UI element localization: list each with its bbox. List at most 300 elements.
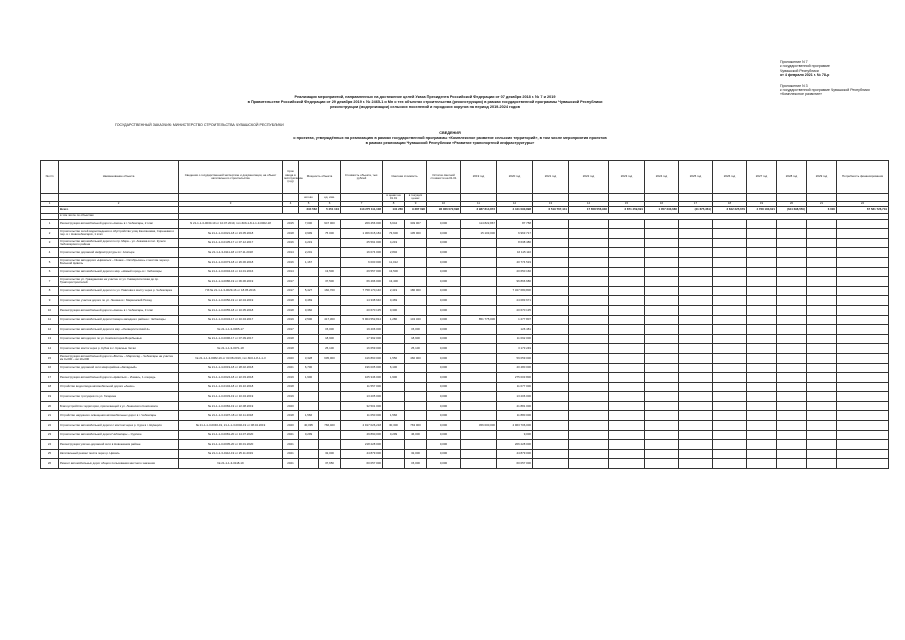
empty-cell bbox=[569, 353, 609, 363]
empty-cell bbox=[807, 325, 837, 335]
commission-year: 2020 bbox=[283, 401, 299, 411]
expertise-doc: № 21-1-1-3-0107-18 от 02.11.2018 bbox=[179, 411, 283, 421]
estimate-current bbox=[405, 363, 427, 373]
approval-line: Приложение N 7 bbox=[780, 60, 808, 64]
header-cell: 2023 год bbox=[609, 161, 645, 194]
commission-year: 2018 bbox=[283, 344, 299, 354]
table-row bbox=[41, 411, 889, 421]
capacity-value bbox=[299, 344, 319, 354]
empty-cell bbox=[837, 286, 889, 296]
estimate-value bbox=[383, 401, 405, 411]
header-cell: 2025 год bbox=[679, 161, 713, 194]
document-title bbox=[200, 131, 700, 145]
capacity-unit-value bbox=[319, 392, 341, 402]
objects-table bbox=[40, 160, 889, 469]
empty-cell bbox=[569, 421, 609, 431]
empty-cell bbox=[747, 449, 777, 459]
empty-cell bbox=[679, 277, 713, 287]
year-value: 40 774 519 bbox=[497, 257, 533, 267]
empty-cell bbox=[837, 411, 889, 421]
object-name: Благоустройство территории, прилегающей к ул. Ленинского Комсомола bbox=[59, 401, 179, 411]
year-value bbox=[461, 257, 497, 267]
estimate-current bbox=[405, 238, 427, 248]
year-value: 20 650 160 bbox=[497, 267, 533, 277]
estimate-current: 15,000 bbox=[405, 459, 427, 469]
year-value: 24 083 671 bbox=[497, 296, 533, 306]
empty-cell bbox=[837, 353, 889, 363]
empty-cell bbox=[679, 421, 713, 431]
empty-cell bbox=[679, 382, 713, 392]
empty-cell bbox=[645, 430, 679, 440]
row-number: 9 bbox=[41, 296, 59, 306]
year-value bbox=[461, 286, 497, 296]
empty-cell bbox=[645, 373, 679, 383]
balance-value: 0,000 bbox=[427, 430, 461, 440]
capacity-unit-value bbox=[319, 411, 341, 421]
empty-cell bbox=[609, 248, 645, 258]
empty-cell bbox=[645, 238, 679, 248]
empty-cell bbox=[807, 286, 837, 296]
empty-cell bbox=[679, 229, 713, 239]
expertise-doc: № 21-1-1-3-0135-17 от 07.12.2017 bbox=[179, 238, 283, 248]
estimate-current: 180 000 bbox=[405, 286, 427, 296]
estimate-value: 13,400 bbox=[383, 277, 405, 287]
estimate-value: 73,600 bbox=[383, 229, 405, 239]
empty-cell bbox=[533, 411, 569, 421]
balance-value: 0,000 bbox=[427, 373, 461, 383]
empty-cell bbox=[837, 382, 889, 392]
approval-line: Приложение N 3 bbox=[780, 83, 808, 88]
header-cell: 2029 год bbox=[807, 161, 837, 194]
balance-value: 0,000 bbox=[427, 353, 461, 363]
empty-cell bbox=[679, 363, 713, 373]
total-value: (644 698,550) bbox=[777, 206, 807, 213]
empty-cell bbox=[713, 373, 747, 383]
table-row bbox=[41, 449, 889, 459]
approval-line: от 4 февраля 2021 г. № 78-р bbox=[780, 73, 830, 78]
commission-year: 2014 bbox=[283, 248, 299, 258]
empty-cell bbox=[777, 277, 807, 287]
empty-cell bbox=[837, 421, 889, 431]
column-number-cell: 12 bbox=[497, 201, 533, 206]
capacity-value: 3,328 bbox=[299, 353, 319, 363]
empty-cell bbox=[807, 305, 837, 315]
object-name: Строительство дорожной инфраструктуры в г. Алатыре bbox=[59, 248, 179, 258]
empty-cell bbox=[645, 411, 679, 421]
empty-cell bbox=[713, 325, 747, 335]
empty-cell bbox=[569, 392, 609, 402]
year-value bbox=[461, 277, 497, 287]
section-label: в том числе по объектам bbox=[59, 213, 179, 219]
expertise-doc: № 21-1-1-3-0050-19 от 22.04.2019 bbox=[179, 296, 283, 306]
balance-value: 0,000 bbox=[427, 363, 461, 373]
empty-cell bbox=[713, 430, 747, 440]
row-number: 22 bbox=[41, 421, 59, 431]
empty-cell bbox=[645, 315, 679, 325]
empty-cell bbox=[645, 392, 679, 402]
empty-cell bbox=[533, 401, 569, 411]
year-value: 206 228 000 bbox=[497, 440, 533, 450]
header-cell: 2022 год bbox=[569, 161, 609, 194]
table-row bbox=[41, 248, 889, 258]
empty-cell bbox=[713, 286, 747, 296]
empty-cell bbox=[777, 401, 807, 411]
empty-cell bbox=[777, 382, 807, 392]
balance-value: 0,000 bbox=[427, 344, 461, 354]
empty-cell bbox=[777, 238, 807, 248]
commission-year: 2019 bbox=[283, 373, 299, 383]
empty-cell bbox=[679, 257, 713, 267]
empty-cell bbox=[533, 344, 569, 354]
empty-cell bbox=[609, 373, 645, 383]
empty-cell bbox=[747, 267, 777, 277]
capacity-value: 7,000 bbox=[299, 219, 319, 229]
title-line: о проектах, утверждённых на реализацию в рамках государственной программы «Комплексное развитие сельских территорий», в том числе мероприятия проектов bbox=[293, 135, 607, 140]
capacity-unit-value bbox=[319, 401, 341, 411]
empty-cell bbox=[713, 401, 747, 411]
header-cell: 2027 год bbox=[747, 161, 777, 194]
row-number: 24 bbox=[41, 440, 59, 450]
empty-cell bbox=[747, 373, 777, 383]
year-value: 16 115 110 bbox=[497, 248, 533, 258]
estimate-current: 349 007 bbox=[405, 219, 427, 229]
empty-cell bbox=[679, 305, 713, 315]
year-value: 3 173 249 bbox=[497, 344, 533, 354]
table-row bbox=[41, 363, 889, 373]
empty-cell bbox=[713, 229, 747, 239]
empty-cell bbox=[609, 449, 645, 459]
balance-value: 0,000 bbox=[427, 411, 461, 421]
empty-cell bbox=[777, 325, 807, 335]
empty-cell bbox=[713, 344, 747, 354]
year-value bbox=[461, 325, 497, 335]
capacity-value: 5,427 bbox=[299, 286, 319, 296]
empty-cell bbox=[679, 315, 713, 325]
empty-cell bbox=[837, 440, 889, 450]
commission-year: 2019 bbox=[283, 315, 299, 325]
empty-cell bbox=[569, 296, 609, 306]
empty-cell bbox=[837, 267, 889, 277]
capacity-value bbox=[299, 382, 319, 392]
object-name: Строительство автомобильной дороги по пр. Мира – ул. Ахазова в пос. Кугеси Чебоксарского района bbox=[59, 238, 179, 248]
column-number-cell: 17 bbox=[679, 201, 713, 206]
empty-cell bbox=[679, 449, 713, 459]
empty-cell bbox=[747, 229, 777, 239]
empty-cell bbox=[533, 382, 569, 392]
empty-cell bbox=[747, 219, 777, 229]
estimate-value: 0,469 bbox=[383, 296, 405, 306]
empty-cell bbox=[713, 267, 747, 277]
empty-cell bbox=[747, 411, 777, 421]
estimated-cost: 416 860 000 bbox=[341, 353, 383, 363]
balance-value: 0,000 bbox=[427, 449, 461, 459]
estimate-value bbox=[383, 334, 405, 344]
row-number: 13 bbox=[41, 334, 59, 344]
header-cell: 2019 год bbox=[461, 161, 497, 194]
empty-cell bbox=[777, 219, 807, 229]
empty-cell bbox=[747, 257, 777, 267]
empty-cell bbox=[777, 267, 807, 277]
empty-cell bbox=[645, 344, 679, 354]
table-subheader bbox=[41, 194, 889, 202]
empty-cell bbox=[747, 286, 777, 296]
empty-cell bbox=[569, 286, 609, 296]
empty-cell bbox=[609, 305, 645, 315]
year-value bbox=[461, 334, 497, 344]
empty-cell bbox=[713, 305, 747, 315]
empty-cell bbox=[645, 219, 679, 229]
estimated-cost: 32 501 000 bbox=[341, 401, 383, 411]
empty-cell bbox=[837, 238, 889, 248]
empty-cell bbox=[747, 401, 777, 411]
empty-cell bbox=[569, 267, 609, 277]
estimated-cost: 16 659 000 bbox=[341, 344, 383, 354]
year-value bbox=[461, 382, 497, 392]
empty-cell bbox=[777, 286, 807, 296]
year-value: 6 963 717 bbox=[497, 229, 533, 239]
table-row bbox=[41, 344, 889, 354]
empty-cell bbox=[609, 401, 645, 411]
empty-cell bbox=[747, 334, 777, 344]
header-cell: Наименование объекта bbox=[59, 161, 179, 194]
empty-cell bbox=[609, 286, 645, 296]
empty-cell bbox=[569, 334, 609, 344]
capacity-value bbox=[299, 325, 319, 335]
column-number-cell: 20 bbox=[777, 201, 807, 206]
heading-line: Реализация мероприятий, направленных на достижение целей Указа Президента Российской Федерации от 07 декабря 2018 г. № 7 и 2019 bbox=[294, 95, 556, 99]
row-number: 17 bbox=[41, 373, 59, 383]
empty-cell bbox=[679, 430, 713, 440]
estimate-value: 2,802 bbox=[383, 248, 405, 258]
heading-line: реконструкции (модернизации) сельских поселений и городских округов на период 2019-2024 годов bbox=[330, 104, 520, 109]
capacity-value: 1,900 bbox=[299, 373, 319, 383]
object-name: Строительство автодороги «Цивильск – Ишаки – Октябрьское» с мостом через р. Большой Цивиль bbox=[59, 257, 179, 267]
empty-cell bbox=[533, 430, 569, 440]
balance-value: 0,000 bbox=[427, 459, 461, 469]
estimate-current bbox=[405, 277, 427, 287]
empty-cell bbox=[569, 373, 609, 383]
column-number-cell: 8 bbox=[383, 201, 405, 206]
estimate-value: 2,419 bbox=[383, 286, 405, 296]
year-value bbox=[461, 401, 497, 411]
expertise-doc: № 21-1-1-3-0096-17 от 07.09.2017 bbox=[179, 334, 283, 344]
row-number: 2 bbox=[41, 229, 59, 239]
total-value: 9 387 096 bbox=[405, 206, 427, 213]
balance-value: 0,000 bbox=[427, 296, 461, 306]
estimate-current bbox=[405, 267, 427, 277]
empty-cell bbox=[679, 411, 713, 421]
balance-value: 0,000 bbox=[427, 382, 461, 392]
year-value bbox=[461, 363, 497, 373]
empty-cell bbox=[777, 411, 807, 421]
balance-value: 0,000 bbox=[427, 305, 461, 315]
year-value bbox=[461, 353, 497, 363]
total-value: 2 871 459,691 bbox=[609, 206, 645, 213]
total-label: Всего bbox=[59, 206, 179, 213]
year-value bbox=[461, 430, 497, 440]
total-cell bbox=[179, 206, 283, 213]
header-cell: Стоимость объекта, тыс. рублей bbox=[341, 161, 383, 194]
expertise-doc: № 21-1-1-3-0004-16 от 14.01.2016 bbox=[179, 267, 283, 277]
capacity-value: 0,360 bbox=[299, 305, 319, 315]
empty-cell bbox=[609, 257, 645, 267]
empty-cell bbox=[679, 325, 713, 335]
empty-cell bbox=[569, 363, 609, 373]
empty-cell bbox=[533, 363, 569, 373]
capacity-unit-value: 605,000 bbox=[319, 353, 341, 363]
empty-cell bbox=[679, 296, 713, 306]
estimated-cost: 17 392 000 bbox=[341, 334, 383, 344]
table-row bbox=[41, 392, 889, 402]
column-number-cell: 13 bbox=[533, 201, 569, 206]
estimate-current bbox=[405, 248, 427, 258]
year-value bbox=[461, 344, 497, 354]
year-value: 20 670 135 bbox=[497, 305, 533, 315]
estimate-value bbox=[383, 344, 405, 354]
empty-cell bbox=[609, 277, 645, 287]
empty-cell bbox=[777, 363, 807, 373]
empty-cell bbox=[609, 459, 645, 469]
empty-cell bbox=[679, 248, 713, 258]
capacity-unit-value: 766,400 bbox=[319, 421, 341, 431]
empty-cell bbox=[837, 392, 889, 402]
estimated-cost: 49 890,000 bbox=[341, 430, 383, 440]
header-cell: 2028 год bbox=[777, 161, 807, 194]
object-name: Строительство участка дороги по ул. Ленина в г. Мариинский Посад bbox=[59, 296, 179, 306]
balance-value: 0,000 bbox=[427, 334, 461, 344]
empty-cell bbox=[609, 440, 645, 450]
capacity-unit-value: 75 000 bbox=[319, 229, 341, 239]
capacity-unit-value: 32,000 bbox=[319, 449, 341, 459]
object-name: Реконструкция автомобильной дороги «Аниш» в г. Чебоксары, 3 этап bbox=[59, 305, 179, 315]
row-number: 10 bbox=[41, 305, 59, 315]
empty-cell bbox=[807, 229, 837, 239]
capacity-unit-value: 25,100 bbox=[319, 344, 341, 354]
commission-year: 2017 bbox=[283, 277, 299, 287]
empty-cell bbox=[533, 305, 569, 315]
estimate-value: 1,900 bbox=[383, 373, 405, 383]
commission-year: 2018 bbox=[283, 296, 299, 306]
object-name: Строительство автомобильной дороги по ул. Павлова и мосту через р. Чебоксарка bbox=[59, 286, 179, 296]
approval-stamp bbox=[780, 60, 898, 97]
capacity-value: 1,167 bbox=[299, 257, 319, 267]
table-row bbox=[41, 296, 889, 306]
empty-cell bbox=[807, 344, 837, 354]
expertise-doc: № 21-1-1-3-0118-19 bbox=[179, 459, 283, 469]
column-number-cell: 10 bbox=[427, 201, 461, 206]
empty-cell bbox=[777, 353, 807, 363]
empty-cell bbox=[807, 238, 837, 248]
empty-cell bbox=[609, 219, 645, 229]
empty-cell bbox=[645, 286, 679, 296]
estimate-value: 1,280 bbox=[383, 315, 405, 325]
column-number-cell: 9 bbox=[405, 201, 427, 206]
estimate-current: 143 320 bbox=[405, 315, 427, 325]
capacity-unit-value: 417,300 bbox=[319, 315, 341, 325]
empty-cell bbox=[679, 238, 713, 248]
balance-value: 0,000 bbox=[427, 392, 461, 402]
empty-cell bbox=[807, 411, 837, 421]
column-number-cell: 19 bbox=[747, 201, 777, 206]
table-row bbox=[41, 257, 889, 267]
empty-cell bbox=[713, 353, 747, 363]
object-name: Реконструкция улично-дорожной сети в Новоюжном районе bbox=[59, 440, 179, 450]
balance-value: 0,000 bbox=[427, 315, 461, 325]
estimate-value: 4,219 bbox=[383, 238, 405, 248]
empty-cell bbox=[645, 401, 679, 411]
year-value bbox=[461, 305, 497, 315]
empty-cell bbox=[533, 459, 569, 469]
total-value: 3 987 814,873 bbox=[461, 206, 497, 213]
empty-cell bbox=[609, 353, 645, 363]
empty-cell bbox=[713, 382, 747, 392]
estimate-value: 6,644 bbox=[383, 219, 405, 229]
column-number-cell: 6 bbox=[319, 201, 341, 206]
empty-cell bbox=[645, 440, 679, 450]
empty-cell bbox=[679, 267, 713, 277]
empty-cell bbox=[569, 277, 609, 287]
subheader-cell: кол-во bbox=[299, 194, 319, 202]
year-value: 4 963 706,000 bbox=[497, 421, 533, 431]
empty-cell bbox=[569, 449, 609, 459]
balance-value: 0,000 bbox=[427, 325, 461, 335]
column-number-cell: 4 bbox=[283, 201, 299, 206]
balance-value: 0,000 bbox=[427, 229, 461, 239]
year-value: 275 003 800 bbox=[497, 373, 533, 383]
empty-cell bbox=[645, 325, 679, 335]
estimate-current: 25,100 bbox=[405, 344, 427, 354]
year-value: 9,000 bbox=[497, 430, 533, 440]
empty-cell bbox=[837, 363, 889, 373]
title-line: в рамках реализации Чувашской Республики «Развитие транспортной инфраструктуры» bbox=[365, 140, 535, 145]
empty-cell bbox=[777, 305, 807, 315]
estimate-value: 0,300 bbox=[383, 305, 405, 315]
expertise-doc: № 21-1-1-3-0021-18 от 23.05.2018 bbox=[179, 229, 283, 239]
empty-cell bbox=[645, 229, 679, 239]
balance-value: 0,000 bbox=[427, 219, 461, 229]
empty-cell bbox=[777, 248, 807, 258]
commission-year: 2021 bbox=[283, 459, 299, 469]
empty-cell bbox=[609, 296, 645, 306]
row-number: 3 bbox=[41, 238, 59, 248]
empty-cell bbox=[837, 305, 889, 315]
empty-cell bbox=[747, 305, 777, 315]
year-value bbox=[461, 440, 497, 450]
year-value: 96 866 680 bbox=[497, 277, 533, 287]
estimate-current bbox=[405, 296, 427, 306]
empty-cell bbox=[645, 277, 679, 287]
empty-cell bbox=[679, 353, 713, 363]
empty-cell bbox=[645, 382, 679, 392]
approval-line: Чувашской Республики bbox=[780, 68, 819, 73]
empty-cell bbox=[777, 344, 807, 354]
balance-value: 0,000 bbox=[427, 238, 461, 248]
header-cell: Сведения о государственной экспертизе и документации, на объект капитального строительства bbox=[179, 161, 283, 194]
empty-cell bbox=[533, 296, 569, 306]
empty-cell bbox=[777, 373, 807, 383]
table-row bbox=[41, 325, 889, 335]
capacity-value: 0,299 bbox=[299, 430, 319, 440]
commission-year: 2015 bbox=[283, 219, 299, 229]
empty-cell bbox=[777, 296, 807, 306]
row-number: 7 bbox=[41, 277, 59, 287]
empty-cell bbox=[747, 353, 777, 363]
empty-cell bbox=[713, 449, 747, 459]
estimate-current: 46,000 bbox=[405, 430, 427, 440]
year-value bbox=[461, 411, 497, 421]
empty-cell bbox=[807, 430, 837, 440]
empty-cell bbox=[837, 325, 889, 335]
